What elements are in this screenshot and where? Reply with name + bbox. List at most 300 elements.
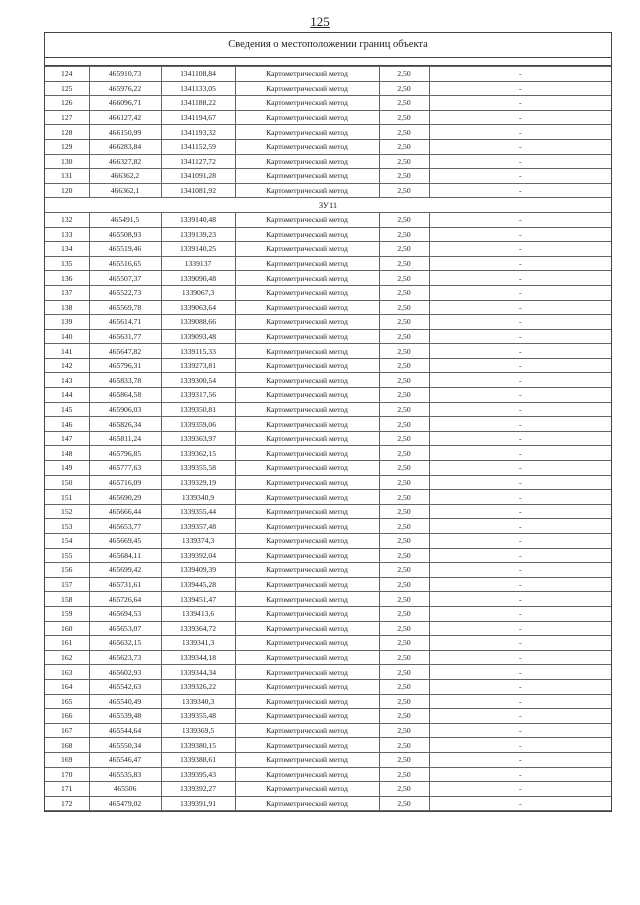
y-coordinate-cell: 1341193,32: [161, 125, 235, 140]
description-cell: -: [429, 665, 611, 680]
y-coordinate-cell: 1341127,72: [161, 154, 235, 169]
description-cell: -: [429, 679, 611, 694]
y-coordinate-cell: 1339363,97: [161, 431, 235, 446]
table-row: [45, 694, 611, 709]
x-coordinate-cell: 466096,71: [89, 96, 161, 111]
x-coordinate-cell: 465546,47: [89, 752, 161, 767]
description-cell: -: [429, 139, 611, 154]
table-row: [45, 110, 611, 125]
precision-cell: 2,50: [379, 752, 429, 767]
method-cell: Картометрический метод: [235, 475, 379, 490]
y-coordinate-cell: 1339359,06: [161, 417, 235, 432]
y-coordinate-cell: 1339369,5: [161, 723, 235, 738]
table-row: [45, 475, 611, 490]
y-coordinate-cell: 1341152,59: [161, 139, 235, 154]
precision-cell: 2,50: [379, 329, 429, 344]
y-coordinate-cell: 1339451,47: [161, 592, 235, 607]
description-cell: -: [429, 592, 611, 607]
point-number-cell: 153: [45, 519, 89, 534]
precision-cell: 2,50: [379, 388, 429, 403]
precision-cell: 2,50: [379, 782, 429, 797]
description-cell: -: [429, 606, 611, 621]
table-row: [45, 256, 611, 271]
table-row: [45, 723, 611, 738]
x-coordinate-cell: 466362,2: [89, 169, 161, 184]
table-row: [45, 752, 611, 767]
method-cell: Картометрический метод: [235, 621, 379, 636]
precision-cell: 2,50: [379, 738, 429, 753]
method-cell: Картометрический метод: [235, 358, 379, 373]
section-heading: ЗУ11: [45, 198, 611, 213]
point-number-cell: 133: [45, 227, 89, 242]
description-cell: -: [429, 548, 611, 563]
description-cell: -: [429, 402, 611, 417]
table-row: [45, 388, 611, 403]
description-cell: -: [429, 461, 611, 476]
precision-cell: 2,50: [379, 636, 429, 651]
x-coordinate-cell: 465726,64: [89, 592, 161, 607]
precision-cell: 2,50: [379, 125, 429, 140]
precision-cell: 2,50: [379, 504, 429, 519]
method-cell: Картометрический метод: [235, 490, 379, 505]
y-coordinate-cell: 1339355,48: [161, 709, 235, 724]
precision-cell: 2,50: [379, 358, 429, 373]
x-coordinate-cell: 466362,1: [89, 183, 161, 198]
x-coordinate-cell: 465550,34: [89, 738, 161, 753]
point-number-cell: 120: [45, 183, 89, 198]
point-number-cell: 144: [45, 388, 89, 403]
description-cell: -: [429, 577, 611, 592]
point-number-cell: 136: [45, 271, 89, 286]
y-coordinate-cell: 1339350,81: [161, 402, 235, 417]
table-row: [45, 621, 611, 636]
page-number: 125: [310, 14, 330, 29]
y-coordinate-cell: 1339340,9: [161, 490, 235, 505]
x-coordinate-cell: 465690,29: [89, 490, 161, 505]
precision-cell: 2,50: [379, 417, 429, 432]
table-row: [45, 169, 611, 184]
method-cell: Картометрический метод: [235, 563, 379, 578]
description-cell: -: [429, 212, 611, 227]
x-coordinate-cell: 465864,58: [89, 388, 161, 403]
method-cell: Картометрический метод: [235, 723, 379, 738]
y-coordinate-cell: 1339329,19: [161, 475, 235, 490]
precision-cell: 2,50: [379, 169, 429, 184]
precision-cell: 2,50: [379, 300, 429, 315]
method-cell: Картометрический метод: [235, 139, 379, 154]
precision-cell: 2,50: [379, 606, 429, 621]
y-coordinate-cell: 1339090,48: [161, 271, 235, 286]
method-cell: Картометрический метод: [235, 782, 379, 797]
table-row: [45, 285, 611, 300]
table-row: [45, 563, 611, 578]
method-cell: Картометрический метод: [235, 738, 379, 753]
x-coordinate-cell: 465540,49: [89, 694, 161, 709]
x-coordinate-cell: 465539,48: [89, 709, 161, 724]
x-coordinate-cell: 465647,82: [89, 344, 161, 359]
precision-cell: 2,50: [379, 709, 429, 724]
x-coordinate-cell: 465491,5: [89, 212, 161, 227]
point-number-cell: 156: [45, 563, 89, 578]
y-coordinate-cell: 1341133,05: [161, 81, 235, 96]
table-row: [45, 212, 611, 227]
x-coordinate-cell: 465653,07: [89, 621, 161, 636]
header-spacer: [45, 58, 611, 66]
description-cell: -: [429, 519, 611, 534]
description-cell: -: [429, 96, 611, 111]
description-cell: -: [429, 796, 611, 811]
description-cell: -: [429, 344, 611, 359]
point-number-cell: 126: [45, 96, 89, 111]
method-cell: Картометрический метод: [235, 606, 379, 621]
table-row: [45, 504, 611, 519]
point-number-cell: 143: [45, 373, 89, 388]
point-number-cell: 171: [45, 782, 89, 797]
point-number-cell: 152: [45, 504, 89, 519]
method-cell: Картометрический метод: [235, 636, 379, 651]
x-coordinate-cell: 465631,77: [89, 329, 161, 344]
table-row: [45, 417, 611, 432]
description-cell: -: [429, 256, 611, 271]
point-number-cell: 169: [45, 752, 89, 767]
y-coordinate-cell: 1339409,39: [161, 563, 235, 578]
table-row: [45, 548, 611, 563]
x-coordinate-cell: 465694,53: [89, 606, 161, 621]
table-row: [45, 767, 611, 782]
x-coordinate-cell: 465623,73: [89, 650, 161, 665]
method-cell: Картометрический метод: [235, 344, 379, 359]
description-cell: -: [429, 315, 611, 330]
x-coordinate-cell: 465976,22: [89, 81, 161, 96]
precision-cell: 2,50: [379, 577, 429, 592]
y-coordinate-cell: 1339392,04: [161, 548, 235, 563]
x-coordinate-cell: 465522,73: [89, 285, 161, 300]
method-cell: Картометрический метод: [235, 315, 379, 330]
x-coordinate-cell: 465602,93: [89, 665, 161, 680]
description-cell: -: [429, 417, 611, 432]
description-cell: -: [429, 650, 611, 665]
point-number-cell: 149: [45, 461, 89, 476]
y-coordinate-cell: 1339088,66: [161, 315, 235, 330]
x-coordinate-cell: 465910,73: [89, 67, 161, 82]
precision-cell: 2,50: [379, 402, 429, 417]
y-coordinate-cell: 1339139,23: [161, 227, 235, 242]
x-coordinate-cell: 465731,61: [89, 577, 161, 592]
method-cell: Картометрический метод: [235, 242, 379, 257]
x-coordinate-cell: 465653,77: [89, 519, 161, 534]
point-number-cell: 131: [45, 169, 89, 184]
method-cell: Картометрический метод: [235, 285, 379, 300]
table-row: [45, 81, 611, 96]
x-coordinate-cell: 465666,44: [89, 504, 161, 519]
y-coordinate-cell: 1339374,3: [161, 534, 235, 549]
description-cell: -: [429, 329, 611, 344]
point-number-cell: 127: [45, 110, 89, 125]
table-row: [45, 461, 611, 476]
description-cell: -: [429, 183, 611, 198]
precision-cell: 2,50: [379, 767, 429, 782]
description-cell: -: [429, 169, 611, 184]
description-cell: -: [429, 227, 611, 242]
precision-cell: 2,50: [379, 139, 429, 154]
description-cell: -: [429, 67, 611, 82]
method-cell: Картометрический метод: [235, 665, 379, 680]
method-cell: Картометрический метод: [235, 534, 379, 549]
precision-cell: 2,50: [379, 796, 429, 811]
description-cell: -: [429, 110, 611, 125]
point-number-cell: 137: [45, 285, 89, 300]
x-coordinate-cell: 465906,03: [89, 402, 161, 417]
table-row: [45, 300, 611, 315]
description-cell: -: [429, 782, 611, 797]
table-row: [45, 402, 611, 417]
x-coordinate-cell: 465519,46: [89, 242, 161, 257]
precision-cell: 2,50: [379, 183, 429, 198]
method-cell: Картометрический метод: [235, 796, 379, 811]
method-cell: Картометрический метод: [235, 461, 379, 476]
table-row: [45, 271, 611, 286]
y-coordinate-cell: 1341081,92: [161, 183, 235, 198]
table-row: [45, 490, 611, 505]
description-cell: -: [429, 300, 611, 315]
method-cell: Картометрический метод: [235, 446, 379, 461]
x-coordinate-cell: 465507,37: [89, 271, 161, 286]
table-row: [45, 125, 611, 140]
precision-cell: 2,50: [379, 242, 429, 257]
y-coordinate-cell: 1339273,81: [161, 358, 235, 373]
x-coordinate-cell: 465811,24: [89, 431, 161, 446]
method-cell: Картометрический метод: [235, 227, 379, 242]
y-coordinate-cell: 1339140,48: [161, 212, 235, 227]
table-row: [45, 738, 611, 753]
precision-cell: 2,50: [379, 96, 429, 111]
point-number-cell: 132: [45, 212, 89, 227]
x-coordinate-cell: 465479,02: [89, 796, 161, 811]
x-coordinate-cell: 465542,63: [89, 679, 161, 694]
table-row: [45, 577, 611, 592]
method-cell: Картометрический метод: [235, 256, 379, 271]
precision-cell: 2,50: [379, 446, 429, 461]
precision-cell: 2,50: [379, 373, 429, 388]
method-cell: Картометрический метод: [235, 388, 379, 403]
x-coordinate-cell: 465632,15: [89, 636, 161, 651]
table-row: [45, 636, 611, 651]
y-coordinate-cell: 1339300,54: [161, 373, 235, 388]
section-title: Сведения о местоположении границ объекта: [45, 33, 611, 58]
description-cell: -: [429, 125, 611, 140]
precision-cell: 2,50: [379, 665, 429, 680]
point-number-cell: 145: [45, 402, 89, 417]
precision-cell: 2,50: [379, 110, 429, 125]
table-row: [45, 96, 611, 111]
description-cell: -: [429, 504, 611, 519]
point-number-cell: 151: [45, 490, 89, 505]
y-coordinate-cell: 1339137: [161, 256, 235, 271]
precision-cell: 2,50: [379, 256, 429, 271]
method-cell: Картометрический метод: [235, 650, 379, 665]
table-row: [45, 534, 611, 549]
x-coordinate-cell: 465508,93: [89, 227, 161, 242]
description-cell: -: [429, 723, 611, 738]
description-cell: -: [429, 446, 611, 461]
precision-cell: 2,50: [379, 563, 429, 578]
method-cell: Картометрический метод: [235, 709, 379, 724]
x-coordinate-cell: 465569,78: [89, 300, 161, 315]
table-row: [45, 709, 611, 724]
point-number-cell: 160: [45, 621, 89, 636]
point-number-cell: 134: [45, 242, 89, 257]
x-coordinate-cell: 466127,42: [89, 110, 161, 125]
point-number-cell: 167: [45, 723, 89, 738]
y-coordinate-cell: 1339344,18: [161, 650, 235, 665]
point-number-cell: 146: [45, 417, 89, 432]
x-coordinate-cell: 465699,42: [89, 563, 161, 578]
x-coordinate-cell: 465796,85: [89, 446, 161, 461]
x-coordinate-cell: 465684,11: [89, 548, 161, 563]
precision-cell: 2,50: [379, 475, 429, 490]
description-cell: -: [429, 636, 611, 651]
description-cell: -: [429, 271, 611, 286]
description-cell: -: [429, 621, 611, 636]
description-cell: -: [429, 242, 611, 257]
method-cell: Картометрический метод: [235, 96, 379, 111]
y-coordinate-cell: 1339355,58: [161, 461, 235, 476]
precision-cell: 2,50: [379, 212, 429, 227]
point-number-cell: 166: [45, 709, 89, 724]
precision-cell: 2,50: [379, 431, 429, 446]
table-row: [45, 373, 611, 388]
precision-cell: 2,50: [379, 81, 429, 96]
coordinates-table-body: [45, 67, 611, 811]
precision-cell: 2,50: [379, 679, 429, 694]
method-cell: Картометрический метод: [235, 519, 379, 534]
description-cell: -: [429, 738, 611, 753]
point-number-cell: 150: [45, 475, 89, 490]
y-coordinate-cell: 1339093,48: [161, 329, 235, 344]
method-cell: Картометрический метод: [235, 329, 379, 344]
precision-cell: 2,50: [379, 154, 429, 169]
method-cell: Картометрический метод: [235, 752, 379, 767]
precision-cell: 2,50: [379, 285, 429, 300]
table-row: [45, 431, 611, 446]
x-coordinate-cell: 466283,84: [89, 139, 161, 154]
table-row: [45, 519, 611, 534]
method-cell: Картометрический метод: [235, 300, 379, 315]
description-cell: -: [429, 388, 611, 403]
x-coordinate-cell: 465826,34: [89, 417, 161, 432]
x-coordinate-cell: 465544,64: [89, 723, 161, 738]
method-cell: Картометрический метод: [235, 694, 379, 709]
table-row: [45, 650, 611, 665]
y-coordinate-cell: 1341188,22: [161, 96, 235, 111]
y-coordinate-cell: 1339317,56: [161, 388, 235, 403]
method-cell: Картометрический метод: [235, 154, 379, 169]
y-coordinate-cell: 1339063,64: [161, 300, 235, 315]
table-row: [45, 315, 611, 330]
point-number-cell: 140: [45, 329, 89, 344]
y-coordinate-cell: 1339115,33: [161, 344, 235, 359]
point-number-cell: 129: [45, 139, 89, 154]
method-cell: Картометрический метод: [235, 592, 379, 607]
point-number-cell: 148: [45, 446, 89, 461]
description-cell: -: [429, 373, 611, 388]
y-coordinate-cell: 1341108,84: [161, 67, 235, 82]
precision-cell: 2,50: [379, 592, 429, 607]
x-coordinate-cell: 465535,83: [89, 767, 161, 782]
y-coordinate-cell: 1339413,6: [161, 606, 235, 621]
precision-cell: 2,50: [379, 621, 429, 636]
x-coordinate-cell: 465716,09: [89, 475, 161, 490]
y-coordinate-cell: 1339357,48: [161, 519, 235, 534]
coordinates-table: [45, 66, 611, 811]
method-cell: Картометрический метод: [235, 271, 379, 286]
description-cell: -: [429, 285, 611, 300]
point-number-cell: 124: [45, 67, 89, 82]
description-cell: -: [429, 475, 611, 490]
y-coordinate-cell: 1339364,72: [161, 621, 235, 636]
point-number-cell: 139: [45, 315, 89, 330]
precision-cell: 2,50: [379, 461, 429, 476]
y-coordinate-cell: 1339445,28: [161, 577, 235, 592]
table-row: [45, 592, 611, 607]
y-coordinate-cell: 1339380,15: [161, 738, 235, 753]
table-row: [45, 139, 611, 154]
point-number-cell: 161: [45, 636, 89, 651]
table-row: [45, 606, 611, 621]
method-cell: Картометрический метод: [235, 67, 379, 82]
y-coordinate-cell: 1339140,25: [161, 242, 235, 257]
x-coordinate-cell: 465796,31: [89, 358, 161, 373]
precision-cell: 2,50: [379, 694, 429, 709]
precision-cell: 2,50: [379, 227, 429, 242]
y-coordinate-cell: 1339341,3: [161, 636, 235, 651]
table-row: [45, 329, 611, 344]
point-number-cell: 157: [45, 577, 89, 592]
y-coordinate-cell: 1341194,67: [161, 110, 235, 125]
x-coordinate-cell: 465669,45: [89, 534, 161, 549]
method-cell: Картометрический метод: [235, 548, 379, 563]
y-coordinate-cell: 1341091,28: [161, 169, 235, 184]
point-number-cell: 130: [45, 154, 89, 169]
description-cell: -: [429, 694, 611, 709]
point-number-cell: 165: [45, 694, 89, 709]
point-number-cell: 162: [45, 650, 89, 665]
method-cell: Картометрический метод: [235, 417, 379, 432]
description-cell: -: [429, 752, 611, 767]
table-row: [45, 665, 611, 680]
table-row: [45, 796, 611, 811]
method-cell: Картометрический метод: [235, 431, 379, 446]
y-coordinate-cell: 1339388,61: [161, 752, 235, 767]
description-cell: -: [429, 534, 611, 549]
y-coordinate-cell: 1339395,43: [161, 767, 235, 782]
method-cell: Картометрический метод: [235, 169, 379, 184]
method-cell: Картометрический метод: [235, 212, 379, 227]
section-heading-row: [45, 198, 611, 213]
table-row: [45, 782, 611, 797]
method-cell: Картометрический метод: [235, 679, 379, 694]
point-number-cell: 164: [45, 679, 89, 694]
x-coordinate-cell: 466150,99: [89, 125, 161, 140]
y-coordinate-cell: 1339391,91: [161, 796, 235, 811]
description-cell: -: [429, 767, 611, 782]
method-cell: Картометрический метод: [235, 110, 379, 125]
precision-cell: 2,50: [379, 67, 429, 82]
y-coordinate-cell: 1339355,44: [161, 504, 235, 519]
point-number-cell: 142: [45, 358, 89, 373]
y-coordinate-cell: 1339392,27: [161, 782, 235, 797]
x-coordinate-cell: 465777,63: [89, 461, 161, 476]
